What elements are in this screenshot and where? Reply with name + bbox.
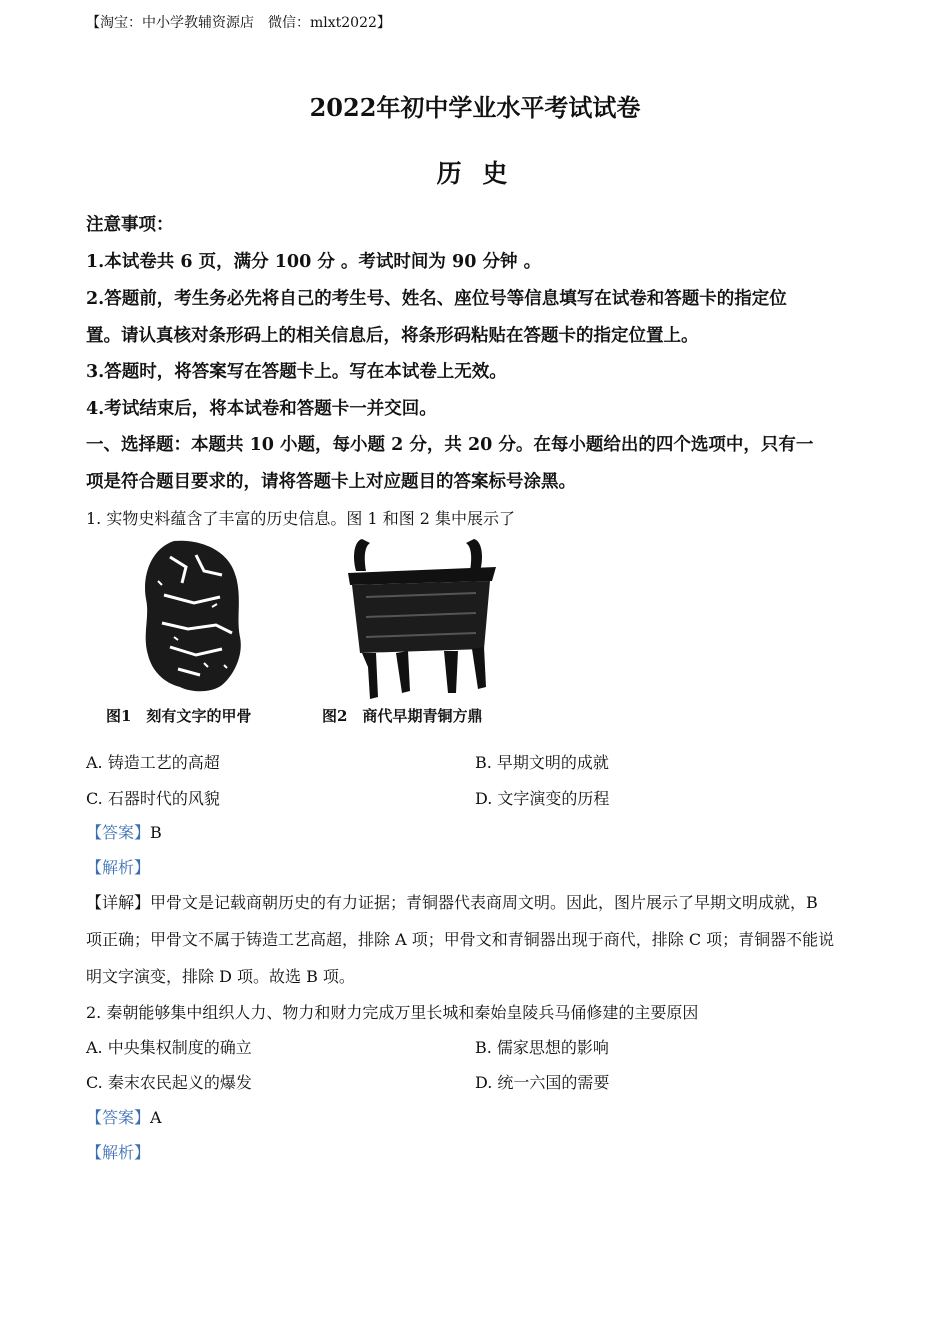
q2-analysis — [86, 1140, 150, 1163]
answer-value: B — [150, 823, 162, 842]
q2-answer — [86, 1105, 162, 1128]
exam-title: 2022年初中学业水平考试试卷 — [309, 93, 641, 122]
question-1-stem: 1. 实物史料蕴含了丰富的历史信息。图 1 和图 2 集中展示了 — [86, 509, 516, 528]
artifact-illustration — [104, 537, 534, 733]
notice-item: 4.考试结束后，将本试卷和答题卡一并交回。 — [86, 399, 437, 419]
figure-2-caption: 图2 商代早期青铜方鼎 — [322, 707, 483, 725]
subject-title: 历 史 — [436, 159, 514, 188]
answer-label: 【答案】 — [86, 1108, 151, 1127]
q1-detail-line: 项正确；甲骨文不属于铸造工艺高超，排除 A 项；甲骨文和青铜器出现于商代，排除 C 项；青铜器不能说 — [86, 930, 835, 949]
analysis-label: 【解析】 — [86, 1143, 151, 1162]
question-2-stem: 2. 秦朝能够集中组织人力、物力和财力完成万里长城和秦始皇陵兵马俑修建的主要原因 — [86, 1003, 699, 1022]
notice-item: 置。请认真核对条形码上的相关信息后，将条形码粘贴在答题卡的指定位置上。 — [86, 326, 699, 346]
q2-option-b: B. 儒家思想的影响 — [475, 1038, 609, 1057]
notice-item: 3.答题时，将答案写在答题卡上。写在本试卷上无效。 — [86, 362, 507, 382]
q1-option-d: D. 文字演变的历程 — [475, 789, 610, 808]
detail-text: 甲骨文是记载商朝历史的有力证据；青铜器代表商周文明。因此，图片展示了早期文明成就，B — [150, 893, 818, 912]
section-heading-cont: 项是符合题目要求的，请将答题卡上对应题目的答案标号涂黑。 — [86, 472, 576, 492]
watermark-text: 【淘宝：中小学教辅资源店 微信：mlxt2022】 — [86, 15, 391, 31]
notice-item: 2.答题前，考生务必先将自己的考生号、姓名、座位号等信息填写在试卷和答题卡的指定位 — [86, 289, 787, 309]
analysis-label: 【解析】 — [86, 858, 151, 877]
q2-option-c: C. 秦末农民起义的爆发 — [86, 1073, 252, 1092]
q1-analysis — [86, 855, 150, 878]
answer-value: A — [150, 1108, 162, 1127]
question-1-figure — [104, 537, 534, 733]
q1-detail — [86, 890, 818, 913]
q2-option-d: D. 统一六国的需要 — [475, 1073, 610, 1092]
q1-detail-line: 明文字演变，排除 D 项。故选 B 项。 — [86, 967, 355, 986]
q1-option-b: B. 早期文明的成就 — [475, 753, 609, 772]
section-heading: 一、选择题：本题共 10 小题，每小题 2 分，共 20 分。在每小题给出的四个选项中，只有一 — [86, 435, 814, 455]
answer-label: 【答案】 — [86, 823, 151, 842]
figure-1-caption: 图1 刻有文字的甲骨 — [106, 707, 252, 725]
bronze-ding-image — [348, 539, 496, 699]
notice-item: 1.本试卷共 6 页，满分 100 分 。考试时间为 90 分钟 。 — [86, 252, 542, 272]
q2-option-a: A. 中央集权制度的确立 — [86, 1038, 252, 1057]
q1-option-c: C. 石器时代的风貌 — [86, 789, 220, 808]
q1-option-a: A. 铸造工艺的高超 — [86, 753, 220, 772]
q1-answer — [86, 820, 162, 843]
detail-label: 【详解】 — [86, 893, 151, 912]
oracle-bone-image — [145, 541, 241, 692]
notice-heading: 注意事项： — [86, 215, 174, 235]
